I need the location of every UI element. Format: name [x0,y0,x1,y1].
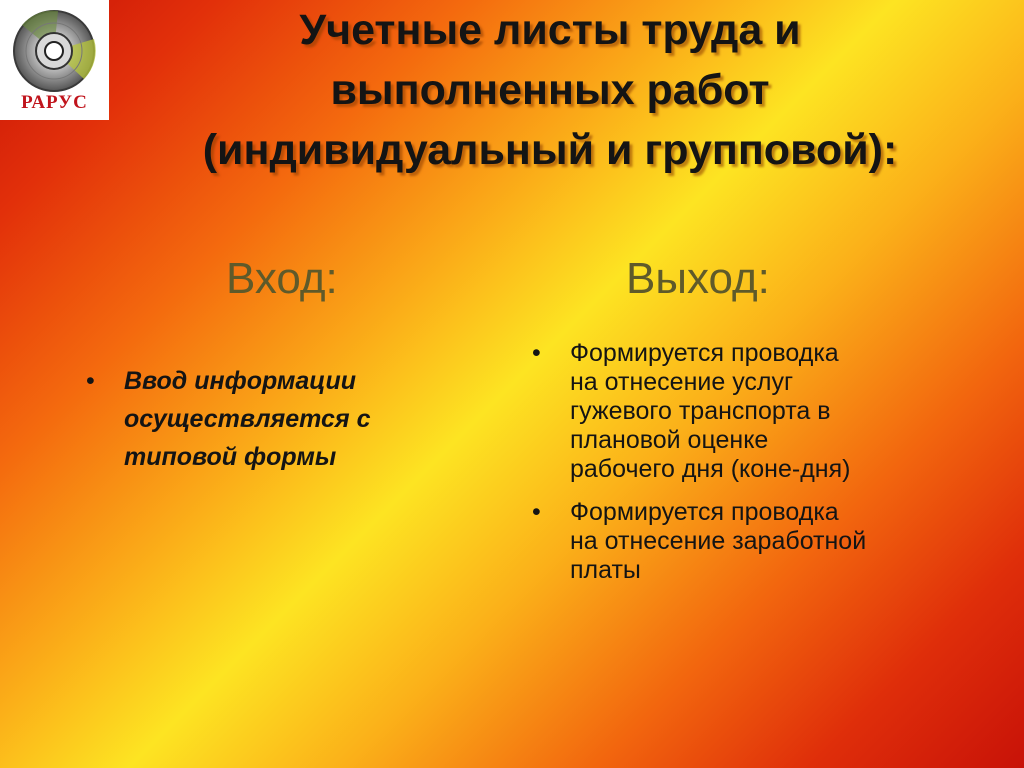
input-bullet-list [86,362,486,476]
input-heading: Вход: [226,254,338,303]
bullet-line: Формируется проводка [570,498,839,526]
bullet-line: Ввод информации [124,367,356,395]
bullet-line: платы [570,556,641,584]
bullet-line: Формируется проводка [570,339,839,367]
bullet-line: типовой формы [124,443,337,471]
bullet-line: осуществляется с [124,405,371,433]
bullet-line: на отнесение услуг [570,368,794,396]
bullet-line: рабочего дня (коне-дня) [570,455,851,483]
title-line: (индивидуальный и групповой): [202,126,898,174]
slide-title [120,0,980,180]
title-line: выполненных работ [330,66,770,114]
output-heading: Выход: [626,254,770,303]
list-item [86,362,486,476]
output-bullet-list [532,339,1002,599]
title-line: Учетные листы труда и [299,6,801,54]
bullet-icon: • [532,498,541,526]
list-item [532,498,1002,585]
rarus-logo [0,0,109,120]
bullet-line: на отнесение заработной [570,527,867,555]
bullet-icon: • [532,339,541,367]
list-item [532,339,1002,484]
logo-text: РАРУС [21,92,88,113]
compact-disc-icon [12,9,96,93]
bullet-line: гужевого транспорта в [570,397,831,425]
bullet-icon: • [86,367,95,395]
bullet-line: плановой оценке [570,426,769,454]
